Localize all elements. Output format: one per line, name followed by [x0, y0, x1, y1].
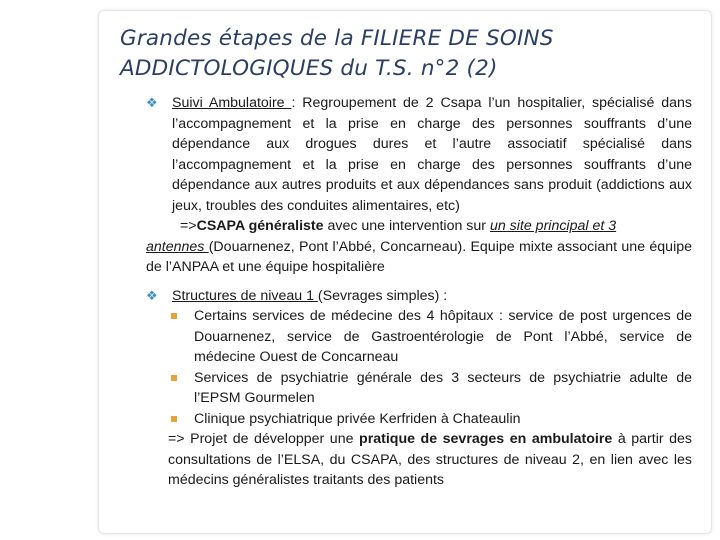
square-bullet-icon	[171, 375, 177, 381]
slide-content	[146, 93, 692, 491]
bullet-suivi-ambulatoire	[146, 93, 692, 216]
list-item	[146, 368, 692, 409]
list-item-text: Clinique psychiatrique privée Kerfriden à Chateaulin	[194, 410, 521, 427]
list-item-text: Certains services de médecine des 4 hôpitaux : service de post urgences de Douarnenez, service de Gastroentérologie de Pont l’Abbé, service de médecine Ouest de Concarneau	[194, 308, 692, 365]
slide-title: Grandes étapes de la FILIERE DE SOINS ADDICTOLOGIQUES du T.S. n°2 (2)	[120, 26, 554, 81]
diamond-bullet-icon: ❖	[146, 287, 158, 303]
conclusion-bold: pratique de sevrages en ambulatoire	[359, 431, 613, 447]
list-item-text: Services de psychiatrie générale des 3 secteurs de psychiatrie adulte de l’EPSM Gourmelen	[194, 369, 692, 406]
csapa-cont-text: (Douarnenez, Pont l’Abbé, Concarneau). Equipe mixte associant une équipe de l’ANPAA et une équipe hospitalière	[146, 238, 692, 275]
conclusion-text: à partir des consultations de l’ELSA, du CSAPA, des structures de niveau 2, en lien avec les médecins généralistes traitants des patients	[168, 431, 692, 488]
arrow-prefix: =>	[180, 218, 197, 234]
antennes: antennes	[146, 238, 209, 255]
csapa-line	[146, 216, 692, 237]
square-bullet-icon	[171, 313, 177, 319]
csapa-continuation	[146, 237, 692, 278]
section1-text: : Regroupement de 2 Csapa l’un hospitalier, spécialisé dans l’accompagnement et la prise en charge des personnes souffrants d’une dépendance aux drogues dures et l’autre associatif spécialisé dans l’accompagnement et la prise en charge des personnes souffrants d’une dépendance aux autres produits et aux dépendances sans produit (addictions aux jeux, troubles des conduites alimentaires, etc)	[172, 95, 692, 214]
csapa-generaliste: CSAPA généraliste	[196, 218, 324, 234]
bullet-structures-niveau-1	[146, 286, 692, 307]
list-item	[146, 409, 692, 430]
square-bullet-icon	[171, 416, 177, 422]
section2-heading: Structures de niveau 1	[172, 287, 318, 304]
list-item	[146, 306, 692, 368]
csapa-mid: avec une intervention sur	[323, 218, 490, 234]
conclusion-prefix: => Projet de développer une	[168, 431, 360, 447]
section2-heading-tail: (Sevrages simples) :	[317, 287, 448, 304]
site-principal: un site principal et 3	[489, 218, 617, 234]
conclusion	[146, 429, 692, 491]
section1-heading: Suivi Ambulatoire	[172, 95, 292, 111]
diamond-bullet-icon: ❖	[146, 95, 158, 110]
